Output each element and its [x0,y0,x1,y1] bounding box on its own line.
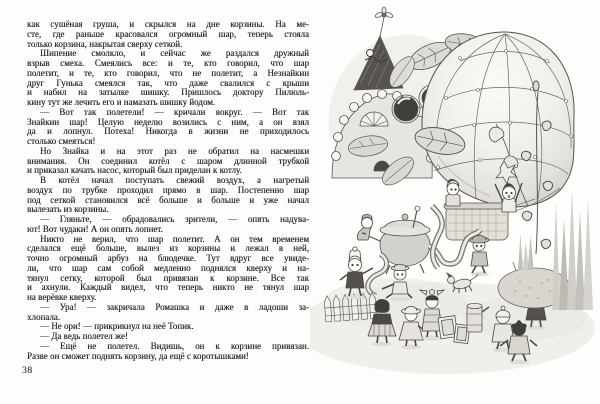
text-line: Но Знайка и на этот раз не обратил на насмешки [40,146,309,156]
text-line: кину тут же лечить его и намазать шишку йодом. [27,98,216,107]
text-line: и приказал качать насос, который был приделан к котлу. [27,166,242,176]
character-boy-basket [446,179,460,206]
text-line: да и лопнул. Потеха! Никогда в жизни не приходилось [27,127,309,137]
illustration-balloon-scene [310,6,600,398]
text-line: воздух по трубке проходил прямо в шар. Постепенно шар [27,185,309,195]
text-line: сделался ещё больше, вылез из корзины и лежал в ней, [27,244,309,254]
text-line: на верёвке кверху. [27,293,97,302]
text-line: Разве он сможет поднять корзину, да ещё с коротышками! [27,351,249,361]
text-line: — Ещё не полетел. Видишь, он к корзине привязан. [40,341,309,351]
text-line: только корзина, накрытая сверху сеткой. [27,39,183,49]
text-line: точно огромный арбуз на блюдечке. Тут вдруг все увиде- [27,254,309,263]
text-line: сте, где раньше красовался огромный шар, теперь стояла [27,29,309,39]
text-line: друг Гунька смеялся так, что даже свалился с крыши [27,78,309,88]
page-number: 38 [22,366,33,376]
text-line: полетит, и те, кто говорил, что не полетит, а Незнайкин [27,68,309,78]
text-line: столько смеяться! [27,137,96,146]
text-line: под сеткой становился всё больше и больше и уже начал [27,195,309,205]
text-line: и ахнули. Каждый видел, что теперь никто не тянул шар [27,283,309,293]
text-line: — Вот так полетели! — кричали вокруг. — Вот так [40,107,309,117]
text-line: — Гляньте, — обрадовались зрители, — опять надува- [40,215,309,224]
text-column [27,20,309,361]
text-line: — Ура! — закричала Ромашка и даже в ладоши за- [40,302,309,312]
text-line: внимания. Он соединил котёл с шаром длинной трубкой [27,156,309,166]
text-line: Никто не верил, что шар полетит. А он тем временем [40,234,309,244]
text-line: — Не ори! — прикрикнул на неё Топик. [40,322,194,332]
text-line: хлопала. [27,312,61,322]
text-line: — Да ведь полетел же! [40,332,128,341]
text-line: тянул сетку, которой был привязан к корзине. Все так [27,273,309,283]
text-line: Знайкин шар! Целую неделю возились с ним, а он взял [27,117,309,127]
text-line: В котёл начал поступать свежий воздух, а нагретый [40,176,309,185]
character-kid-walking-hat [469,236,489,277]
text-line: вылезать из корзины. [27,205,109,215]
text-line: ли, что шар сам собой медленно поднялся кверху и на- [27,263,309,273]
text-line: как сушёная груша, и скрылся на дне корзины. На ме- [27,20,309,29]
rooftop-flower [375,7,394,36]
text-line: Шипение смолкло, и сейчас же раздался дружный [40,49,309,59]
text-line: и набил на затылке шишку. Пришлось доктору Пилюль- [27,88,309,98]
text-line: взрыв смеха. Смеялись все: и те, кто говорил, что шар [27,59,309,68]
text-line: ют! Вот чудаки! А он опять лопнет. [27,224,163,234]
